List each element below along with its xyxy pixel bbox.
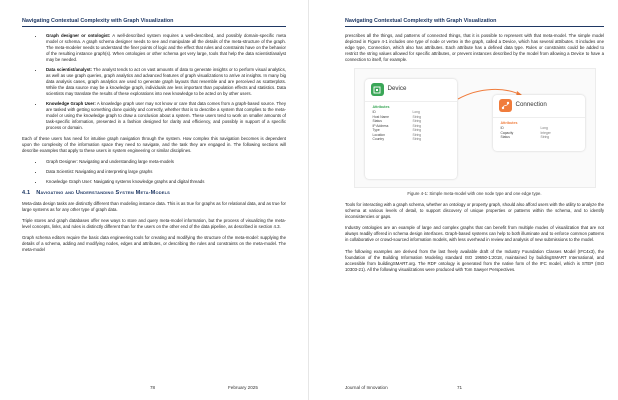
paragraph: Graph schema editors require the basic data engineering tools for creating and modifying the structure of the meta-model: supplying the details of a schema, adding and modifying nodes, edges and attributes, or describing the rules and constraints on the meta-model. The meta-model	[22, 235, 286, 253]
node-header	[493, 95, 585, 118]
page-number-right: 71	[457, 385, 463, 390]
node-header	[365, 79, 457, 102]
section-heading	[22, 190, 286, 196]
attributes-label: Attributes	[500, 121, 518, 126]
list-item	[44, 101, 286, 131]
device-icon	[371, 83, 384, 96]
attribute-row: Status String	[372, 119, 422, 124]
term-description: A knowledge graph user may not know or care that data comes from a graph-based source. They are tasked with getting something done quickly and correctly, whether that is to describe a system that complies to the meta-model or using the knowledge graph to draw a conclusion about a system. These users tend to work on smaller amounts of task-specific information, presented in a fashion designed for clarity and efficiency, and possibly in support of a specific process or domain.	[46, 101, 286, 131]
node-title: Device	[387, 85, 407, 93]
attribute-row: Location String	[372, 132, 422, 137]
connection-icon	[499, 99, 512, 112]
list-item: • Data Scientist: Navigating and interpreting large graphs	[44, 169, 286, 175]
attribute-row: Type String	[372, 128, 422, 133]
paragraph: Industry ontologies are an example of large and complex graphs that can benefit from multiple modes of visualization that are not always readily offered in schema design interfaces. Graph-based systems can help to both illuminate and to enforce common patterns in collaborative or crowd-sourced information models, with less overhead in review and analysis of new submissions to the model.	[345, 225, 604, 243]
section-number: 4.1	[22, 190, 31, 197]
attribute-row: ID Long	[372, 110, 420, 115]
paragraph: Meta-data design tasks are distinctly different than modeling instance data. This is as true for graphs as for relational data, and as true for large systems as for any other type of graph data.	[22, 201, 286, 213]
paragraph: Each of these users has need for intuitive graph navigation through the system. How complex this navigation becomes is dependent upon the complexity of the information space they need to navigate, and the task they are engaged in. The following sections will describe examples that apply to these users in system engineering or similar disciplines.	[22, 136, 286, 154]
meta-model-figure	[354, 68, 596, 188]
term-description: The analyst tends to act on vast amounts of data to generate insights or to perform visual analytics, as well as use graph queries, graph analytics and advanced features of graph visualizations to arrive at insights. In many big data analysis cases, graph analytics are used to generate graph layouts that resemble and are perceived as scatterplots. While the data source may be a knowledge graph, individuals are less important than population effects and statistics. Data scientists may translate the results of these explorations into new knowledge to be acted on by other users.	[46, 67, 286, 97]
term-description: A well-described system requires a well-described, and possibly domain-specific meta model or schema. A graph schema designer needs to see and manipulate all the details of the meta-structure of the graph. The meta-modeler needs to understand the finer points of logic and the effect that rules and constraints have on the behavior of the resulting instance graph(s). When ontologies or other schema get very large, tools that help the data scientist/analyst may be needed.	[46, 33, 287, 63]
footer-date: February 2025	[228, 385, 258, 390]
attribute-row: Status String	[500, 135, 550, 140]
term-label: Data scientist/analyst:	[46, 67, 92, 73]
attributes-label: Attributes	[372, 105, 390, 110]
connection-node[interactable]	[493, 95, 585, 151]
figure-caption: Figure 4-1: Simple meta-model with one node type and one edge type.	[407, 191, 542, 197]
device-node[interactable]	[365, 79, 457, 179]
attribute-row: ID Long	[500, 126, 548, 131]
right-page	[309, 0, 618, 400]
journal-name: Journal of Innovation	[345, 385, 388, 390]
paragraph: Triple stores and graph databases offer new ways to store and query meta-model information, but the process of visualizing the meta-level concepts, links, and rules is distinctly different than for the users on the other end of the data pipeline, as described in section 4.3.	[22, 218, 286, 230]
attribute-row: IP Address String	[372, 123, 422, 128]
term-label: Knowledge Graph User:	[46, 101, 96, 107]
running-head-left: Navigating Contextual Complexity with Graph Visualization	[22, 18, 286, 27]
example-list	[22, 159, 286, 185]
section-title: Navigating and Understanding System Meta-Models	[36, 190, 170, 197]
term-label: Graph designer or ontologist:	[46, 33, 111, 38]
paragraph: Tools for interacting with a graph schema, whether an ontology or property graph, should also afford users with the utility to analyze the schema at various levels of detail, to support discovery of unique properties or patterns within the schema, and to identify inconsistencies or gaps.	[345, 202, 604, 220]
list-item	[44, 67, 286, 97]
page-number-left: 78	[150, 385, 156, 390]
list-item	[44, 33, 286, 63]
node-title: Connection	[515, 101, 547, 109]
attribute-row: Country String	[372, 137, 422, 142]
list-item: • Graph Designer: Navigating and understanding large meta-models	[44, 159, 286, 165]
attribute-row: Host Name String	[372, 114, 422, 119]
list-item: • Knowledge Graph User: Navigating systems knowledge graphs and digital threads	[44, 179, 286, 185]
paragraph: prescribes all the things, and patterns of connected things, that it is possible to represent with that meta-model. The simple model depicted in Figure 4-1 includes one type of node or vertex in the graph, called a Device, which has several attributes. It includes one edge type, Connection, which also has attributes. Each attribute has a defined data type. Rules or constraints could be added to restrict the string values allowed for specific attributes, or prevent instances described by the model from allowing a Device to have a connection to itself, for example.	[345, 33, 604, 63]
paragraph: The following examples are derived from the last freely available draft of the Industry Foundation Classes Model (IFC4x3), the foundation of the Building Information Modeling standard ISO 19650-1:2018, maintained by buildingSMART International, and accessible from buildingSMART.org. The RDF ontology is generated from the native form of the IFC model, which is STEP (ISO 10303-21). All the following visualizations were produced with Tom Sawyer Perspectives.	[345, 248, 604, 272]
attribute-row: Capacity Integer	[500, 130, 551, 135]
user-role-list	[22, 33, 286, 131]
running-head-right: Navigating Contextual Complexity with Graph Visualization	[345, 18, 604, 27]
